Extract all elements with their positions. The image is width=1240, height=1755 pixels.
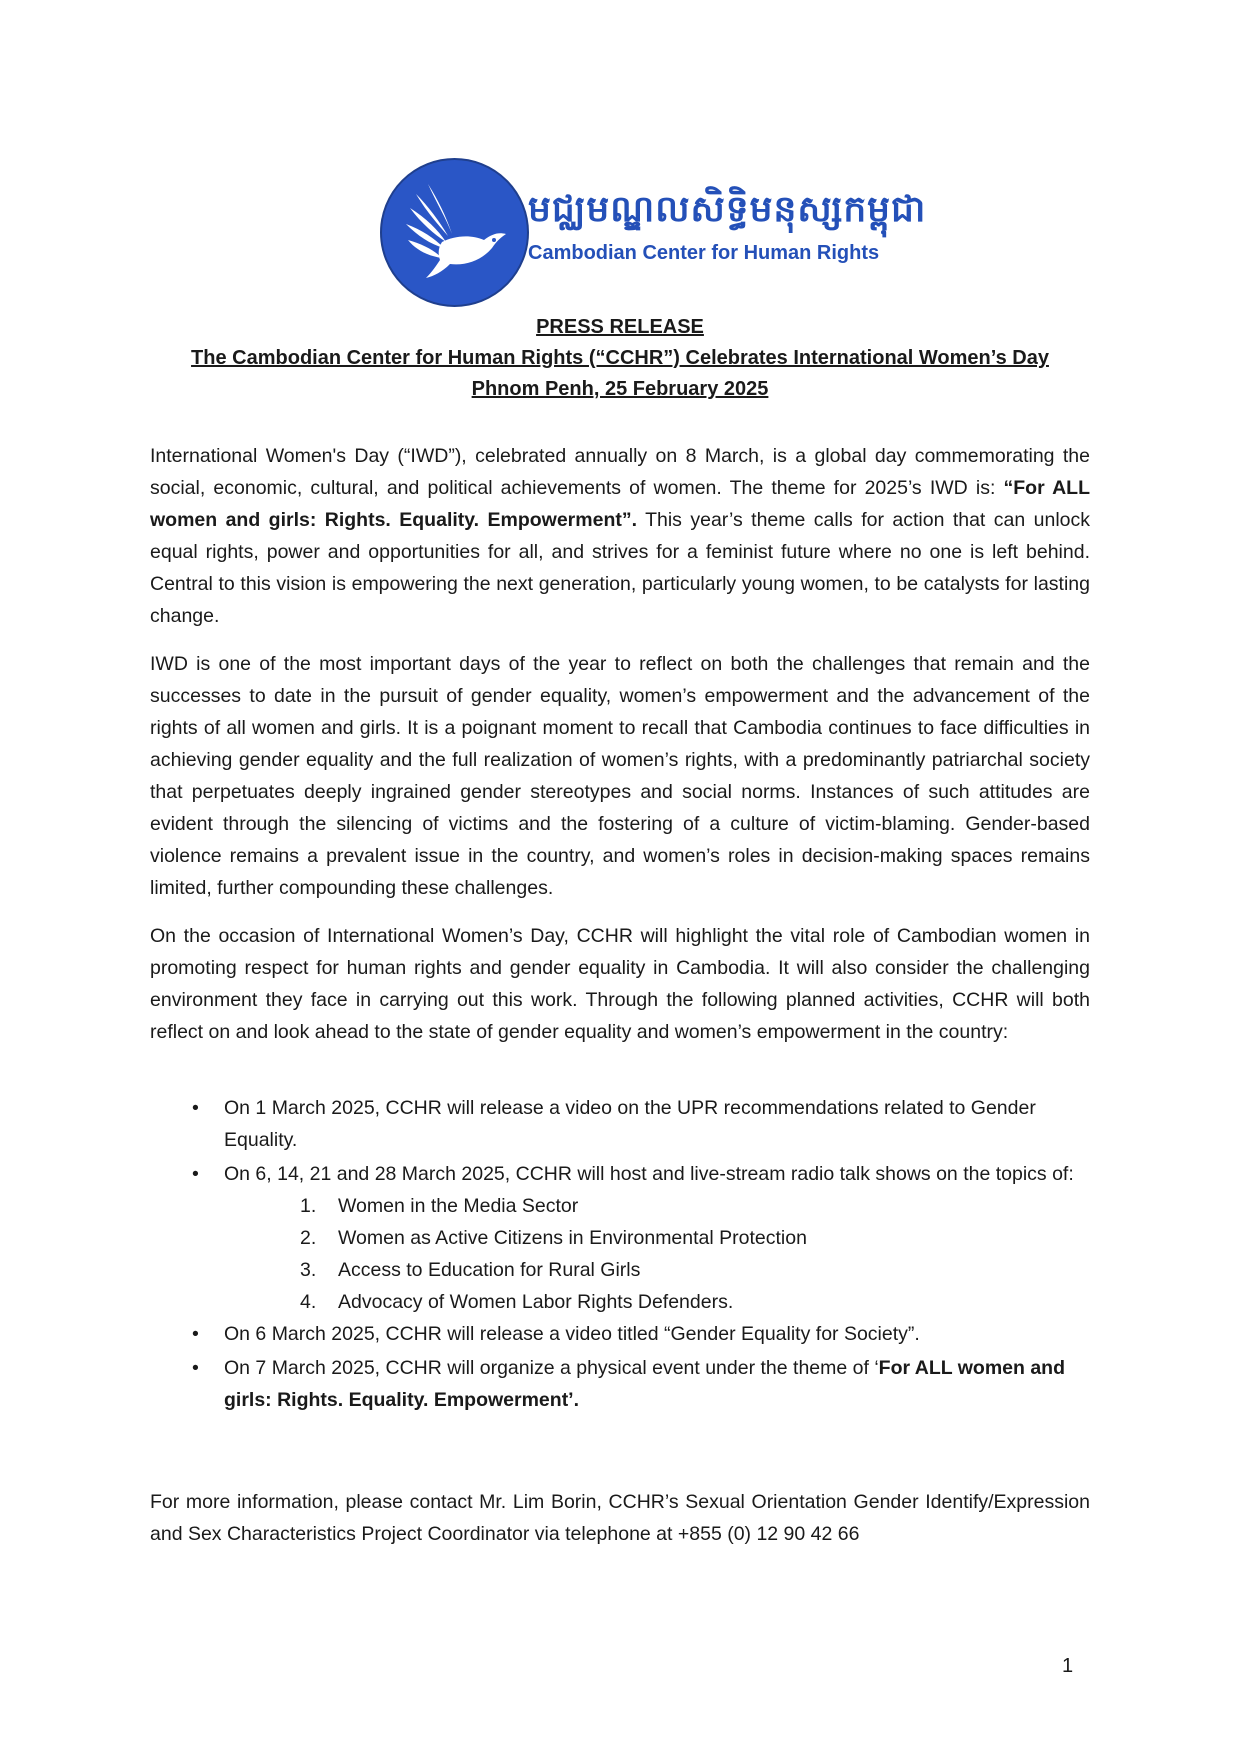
paragraph-1-intro: International Women's Day (“IWD”), celebrated annually on 8 March, is a global day commemorating the social, economic, cultural, and political achievements of women. The theme for 2025’s IWD is: [150, 445, 1090, 499]
paragraph-2 [150, 648, 1090, 904]
paragraph-1 [150, 440, 1090, 632]
topic-number: 2. [300, 1227, 317, 1249]
logo-english-name: Cambodian Center for Human Rights [528, 242, 880, 264]
list-item-text: On 6 March 2025, CCHR will release a video titled “Gender Equality for Society”. [224, 1323, 920, 1345]
paragraph-3 [150, 920, 1090, 1048]
bullet-icon: • [192, 1163, 199, 1185]
bullet-icon: • [192, 1323, 199, 1345]
list-item-text: On 6, 14, 21 and 28 March 2025, CCHR will host and live-stream radio talk shows on the topics of: [224, 1163, 1074, 1185]
list-item [150, 1092, 1090, 1156]
contact-text: For more information, please contact Mr. Lim Borin, CCHR’s Sexual Orientation Gender Identify/Expression and Sex Characteristics Project Coordinator via telephone at +855 (0) 12 90 42 66 [150, 1491, 1090, 1545]
press-release-dateline: Phnom Penh, 25 February 2025 [471, 378, 769, 400]
press-release-label: PRESS RELEASE [536, 316, 704, 338]
activities-list [150, 1092, 1090, 1416]
topic-text: Advocacy of Women Labor Rights Defenders. [338, 1291, 734, 1313]
topic-item [150, 1222, 1090, 1254]
topic-item [150, 1254, 1090, 1286]
page-number: 1 [1062, 1655, 1074, 1677]
list-item-text: On 1 March 2025, CCHR will release a video on the UPR recommendations related to Gender Equality. [224, 1097, 1036, 1151]
topic-item [150, 1190, 1090, 1222]
topic-text: Women as Active Citizens in Environmental Protection [338, 1227, 807, 1249]
paragraph-1-rest: This year’s theme calls for action that can unlock equal rights, power and opportunities for all, and strives for a feminist future where no one is left behind. Central to this vision is empowering the next generation, particularly young women, to be catalysts for lasting change. [150, 509, 1090, 627]
paragraph-4 [150, 1486, 1090, 1550]
event-theme: For ALL women and girls: Rights. Equality. Empowerment’. [224, 1357, 1066, 1411]
topic-number: 1. [300, 1195, 317, 1217]
paragraph-3-text: On the occasion of International Women’s Day, CCHR will highlight the vital role of Cambodian women in promoting respect for human rights and gender equality in Cambodia. It will also consider the challenging environment they face in carrying out this work. Through the following planned activities, CCHR will both reflect on and look ahead to the state of gender equality and women’s empowerment in the country: [150, 925, 1090, 1043]
topic-text: Women in the Media Sector [338, 1195, 579, 1217]
logo-khmer-name: មជ្ឈមណ្ឌលសិទ្ធិមនុស្សកម្ពុជា [528, 189, 927, 230]
bullet-icon: • [192, 1097, 199, 1119]
topic-text: Access to Education for Rural Girls [338, 1259, 641, 1281]
list-item [150, 1318, 1090, 1350]
press-release-title: The Cambodian Center for Human Rights (“CCHR”) Celebrates International Women’s Day [191, 347, 1049, 369]
topic-number: 4. [300, 1291, 317, 1313]
iwd-theme: “For ALL women and girls: Rights. Equality. Empowerment”. [150, 477, 1090, 531]
bullet-icon: • [192, 1357, 199, 1379]
paragraph-2-text: IWD is one of the most important days of the year to reflect on both the challenges that remain and the successes to date in the pursuit of gender equality, women’s empowerment and the advancement of the rights of all women and girls. It is a poignant moment to recall that Cambodia continues to face difficulties in achieving gender equality and the full realization of women’s rights, with a predominantly patriarchal society that perpetuates deeply ingrained gender stereotypes and social norms. Instances of such attitudes are evident through the silencing of victims and the fostering of a culture of victim-blaming. Gender-based violence remains a prevalent issue in the country, and women’s roles in decision-making spaces remains limited, further compounding these challenges. [150, 653, 1090, 899]
dove-icon [388, 164, 523, 299]
list-item [150, 1158, 1090, 1190]
cchr-logo [380, 158, 927, 306]
list-item [150, 1352, 1090, 1416]
topic-number: 3. [300, 1259, 317, 1281]
list-item-text: On 7 March 2025, CCHR will organize a physical event under the theme of ‘ [224, 1357, 879, 1379]
topic-item [150, 1286, 1090, 1318]
